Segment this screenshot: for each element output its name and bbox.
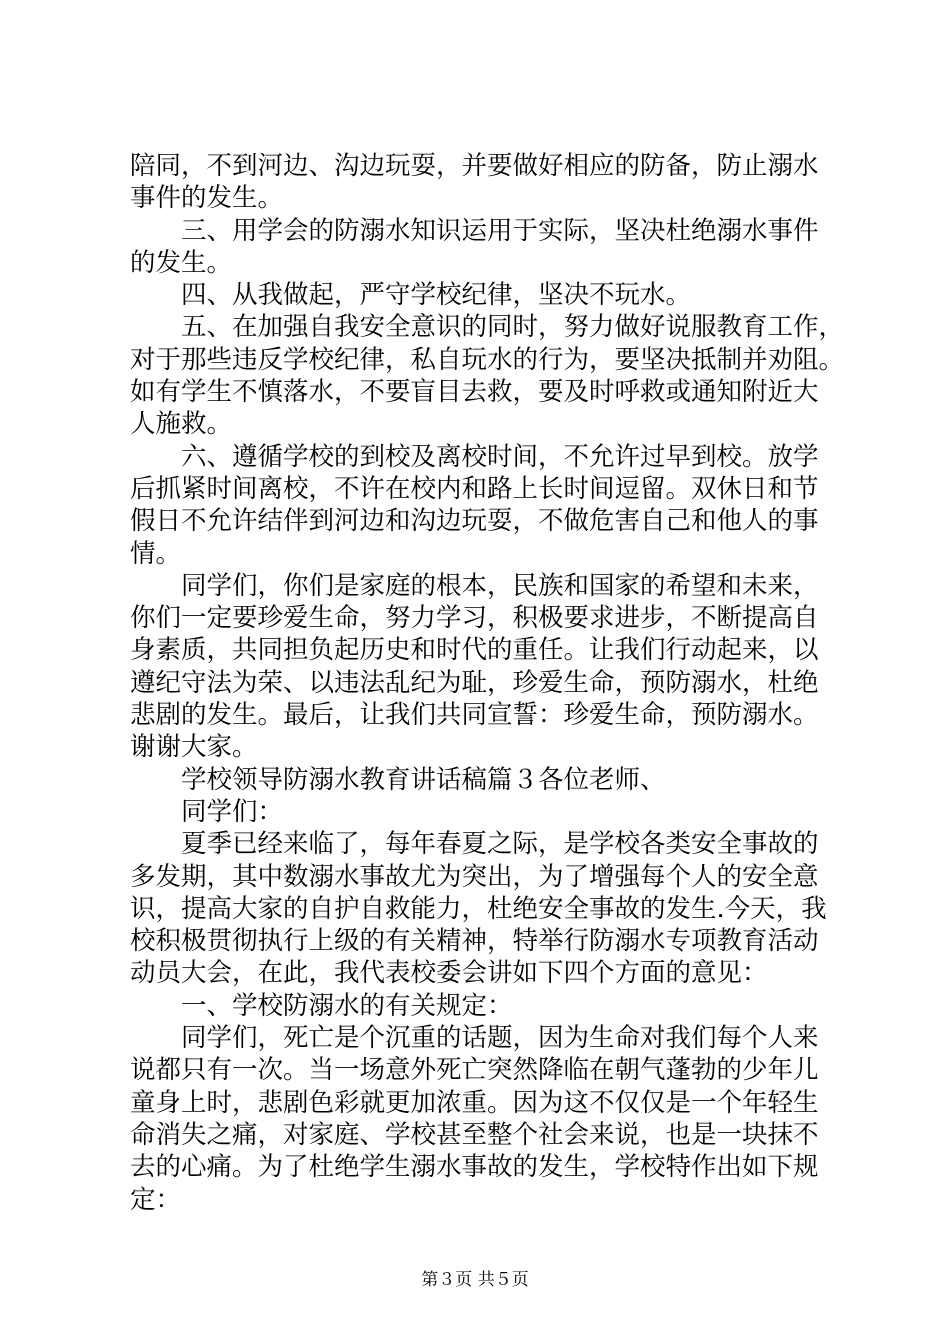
text-line: 悲剧的发生。最后，让我们共同宣誓：珍爱生命，预防溺水。: [130, 700, 819, 731]
paragraph: [130, 828, 850, 989]
paragraph: [130, 570, 850, 764]
text-line: 事件的发生。: [130, 183, 284, 214]
text-line: 同学们，你们是家庭的根本，民族和国家的希望和未来，: [181, 570, 819, 601]
page-footer: 第３页 共５页: [421, 1270, 529, 1290]
paragraph: [130, 990, 850, 1022]
text-line: 识，提高大家的自护自救能力，杜绝安全事故的发生.今天，我: [130, 893, 827, 924]
paragraph: [130, 279, 850, 311]
text-line: 假日不允许结伴到河边和沟边玩耍，不做危害自己和他人的事: [130, 506, 819, 537]
text-line: 命消失之痛，对家庭、学校甚至整个社会来说，也是一块抹不: [130, 1119, 819, 1150]
text-line: 学校领导防溺水教育讲话稿篇３各位老师、: [181, 764, 666, 795]
text-line: 去的心痛。为了杜绝学生溺水事故的发生，学校特作出如下规: [130, 1152, 819, 1183]
paragraph: [130, 441, 850, 570]
text-line: 同学们，死亡是个沉重的话题，因为生命对我们每个人来: [181, 1023, 819, 1054]
text-line: 的发生。: [130, 247, 233, 278]
text-line: 对于那些违反学校纪律，私自玩水的行为，要坚决抵制并劝阻。: [130, 344, 845, 375]
paragraph: [130, 150, 850, 215]
text-line: 动员大会，在此，我代表校委会讲如下四个方面的意见：: [130, 958, 768, 989]
paragraph: [130, 311, 850, 440]
text-line: 后抓紧时间离校，不许在校内和路上长时间逗留。双休日和节: [130, 473, 819, 504]
text-line: 如有学生不慎落水，不要盲目去救，要及时呼救或通知附近大: [130, 377, 819, 408]
paragraph: [130, 796, 850, 828]
text-line: 一、学校防溺水的有关规定：: [181, 990, 513, 1021]
text-line: 遵纪守法为荣、以违法乱纪为耻，珍爱生命，预防溺水，杜绝: [130, 667, 819, 698]
text-line: 四、从我做起，严守学校纪律，坚决不玩水。: [181, 280, 692, 311]
text-line: 你们一定要珍爱生命，努力学习，积极要求进步，不断提高自: [130, 603, 819, 634]
text-line: 五、在加强自我安全意识的同时，努力做好说服教育工作，: [181, 312, 845, 343]
paragraph: [130, 215, 850, 280]
text-line: 校积极贯彻执行上级的有关精神，特举行防溺水专项教育活动: [130, 926, 819, 957]
text-line: 夏季已经来临了，每年春夏之际，是学校各类安全事故的: [181, 829, 819, 860]
text-line: 童身上时，悲剧色彩就更加浓重。因为这不仅仅是一个年轻生: [130, 1087, 819, 1118]
text-line: 情。: [130, 538, 182, 569]
document-body: [130, 150, 850, 1216]
text-line: 身素质，共同担负起历史和时代的重任。让我们行动起来，以: [130, 635, 819, 666]
paragraph: [130, 1022, 850, 1216]
text-line: 谢谢大家。: [130, 732, 258, 763]
text-line: 说都只有一次。当一场意外死亡突然降临在朝气蓬勃的少年儿: [130, 1055, 819, 1086]
text-line: 六、遵循学校的到校及离校时间，不允许过早到校。放学: [181, 441, 819, 472]
text-line: 同学们：: [181, 796, 284, 827]
text-line: 陪同，不到河边、沟边玩耍，并要做好相应的防备，防止溺水: [130, 151, 819, 181]
text-line: 多发期，其中数溺水事故尤为突出，为了增强每个人的安全意: [130, 861, 819, 892]
text-line: 三、用学会的防溺水知识运用于实际，坚决杜绝溺水事件: [181, 215, 819, 246]
text-line: 人施救。: [130, 409, 233, 440]
paragraph: [130, 764, 850, 796]
text-line: 定：: [130, 1184, 182, 1215]
